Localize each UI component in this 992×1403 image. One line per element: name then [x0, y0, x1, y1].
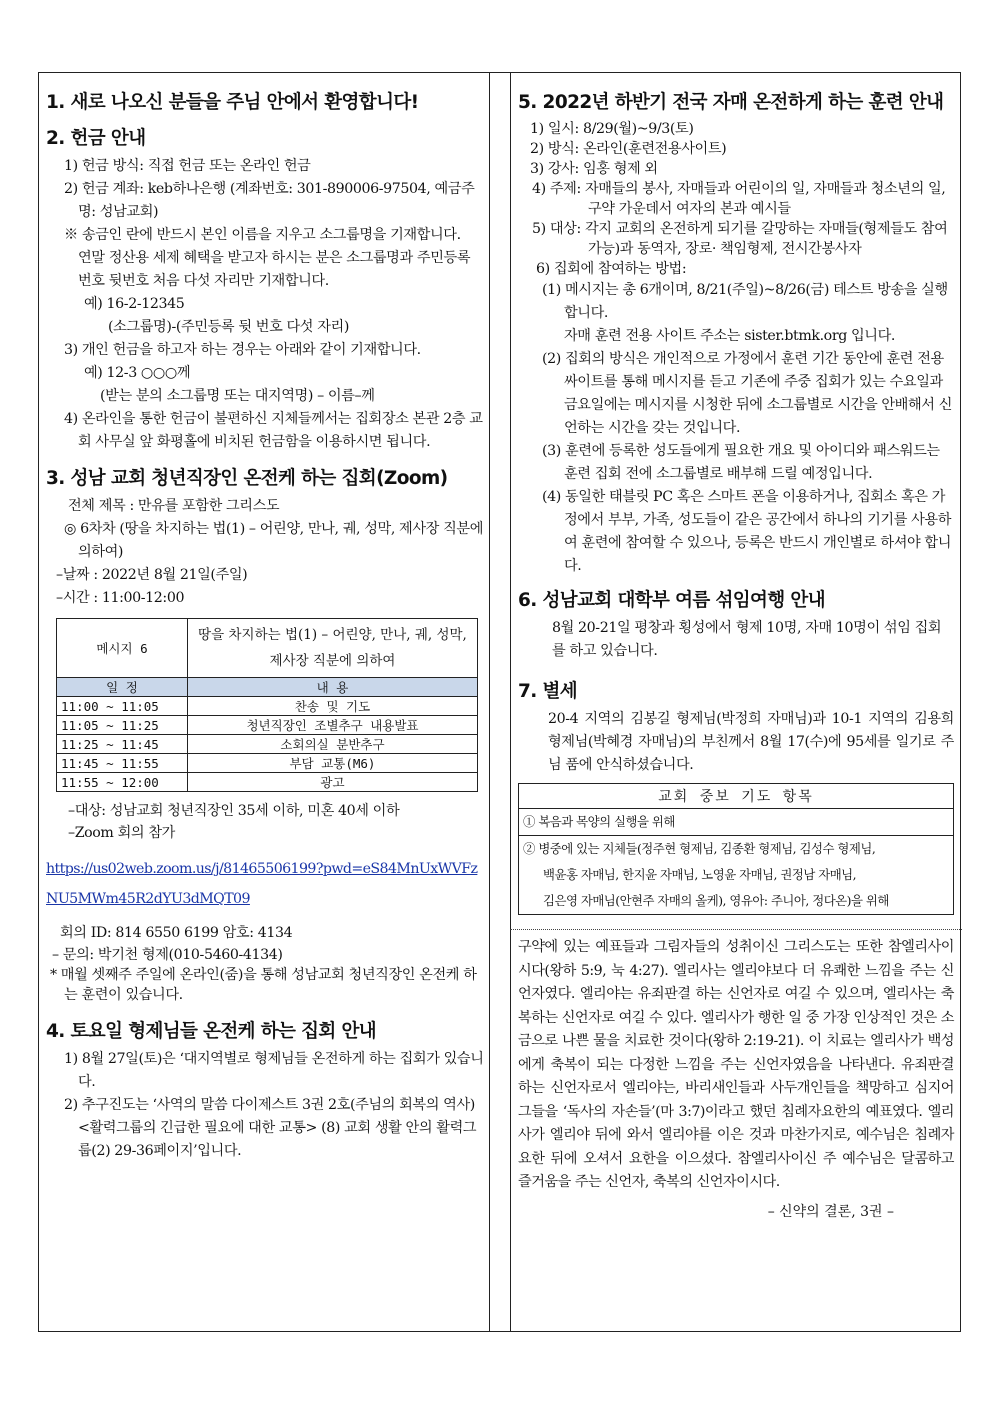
training-date: 1) 일시: 8/29(월)~9/3(토) — [530, 121, 694, 137]
training-method: 2) 방식: 온라인(훈련전용사이트) — [530, 141, 727, 157]
row-time: 11:25 ~ 11:45 — [57, 735, 188, 754]
dotted-divider — [510, 929, 962, 930]
column-divider — [510, 72, 511, 1332]
example-1-desc: (소그룹명)-(주민등록 뒷 번호 다섯 자리) — [108, 319, 349, 335]
row-time: 11:55 ~ 12:00 — [57, 773, 188, 792]
monthly-note: * 매월 셋째주 주일에 온라인(줌)을 통해 성남교회 청년직장인 온전케 하는 훈련이 있습니다. — [50, 967, 477, 1003]
method-1-site: 자매 훈련 전용 사이트 주소는 sister.btmk.org 입니다. — [564, 328, 896, 344]
meeting-date: –날짜 : 2022년 8월 21일(주일) — [56, 567, 248, 583]
training-target: 5) 대상: 각지 교회의 온전하게 되기를 갈망하는 자매들(형제들도 참여 가능)과 동역자, 장로· 책임형제, 전시간봉사자 — [532, 221, 948, 257]
obituary-text: 20-4 지역의 김봉길 형제님(박정희 자매님)과 10-1 지역의 김용희 형제님(박혜경 자매님)의 부친께서 8월 17(수)에 95세를 일기로 주님 품에 안식하셨습니다. — [548, 711, 954, 773]
row-time: 11:45 ~ 11:55 — [57, 754, 188, 773]
table-row — [57, 735, 478, 754]
prayer-item-2-cont: 백윤홍 자매님, 한지윤 자매님, 노영윤 자매님, 권정남 자매님, — [543, 867, 857, 882]
method-2: (2) 집회의 방식은 개인적으로 가정에서 훈련 기간 동안에 훈련 전용 싸이트를 통해 메시지를 듣고 기존에 주중 집회가 있는 수요일과 금요일에는 메시지를 시청한 뒤에 소그룹별로 시간을 안배해서 신언하는 시간을 갖는 것입니다. — [542, 351, 953, 436]
table-row — [57, 754, 478, 773]
section-5-title: 5. 2022년 하반기 전국 자매 온전하게 하는 훈련 안내 — [518, 92, 944, 113]
table-row — [57, 697, 478, 716]
prayer-item-1: ① 복음과 목양의 실행을 위해 — [519, 809, 953, 836]
remitter-note: ※ 송금인 란에 반드시 본인 이름을 지우고 소그룹명을 기재합니다. — [64, 227, 461, 243]
meeting-theme: 전체 제목 : 만유를 포함한 그리스도 — [68, 498, 280, 514]
example-2: 예) 12-3 ○○○께 — [84, 365, 191, 381]
section-3-title: 3. 성남 교회 청년직장인 온전케 하는 집회(Zoom) — [46, 468, 448, 489]
method-1: (1) 메시지는 총 6개이며, 8/21(주일)~8/26(금) 테스트 방송을 실행합니다. — [542, 282, 948, 321]
section-7-title: 7. 별세 — [518, 681, 578, 702]
method-4: (4) 동일한 태블릿 PC 혹은 스마트 폰을 이용하거나, 집회소 혹은 가정에서 부부, 가족, 성도들이 같은 공간에서 하나의 기기를 사용하여 훈련에 참여할 수 있으나, 등록은 반드시 개인별로 하셔야 합니다. — [542, 489, 952, 574]
row-time: 11:00 ~ 11:05 — [57, 697, 188, 716]
example-1: 예) 16-2-12345 — [84, 296, 185, 312]
essay-source: – 신약의 결론, 3권 – — [767, 1203, 894, 1220]
saturday-meeting: 1) 8월 27일(토)은 ‘대지역별로 형제님들 온전하게 하는 집회가 있습니다. — [64, 1051, 484, 1090]
section-4-title: 4. 토요일 형제님들 온전케 하는 집회 안내 — [46, 1021, 377, 1042]
prayer-item-2-cont: 김은영 자매님(안현주 자매의 올케), 영유아: 주니아, 정다온)을 위해 — [543, 893, 889, 908]
offering-account: 2) 헌금 계좌: keb하나은행 (계좌번호: 301-890006-97504, 예금주명: 성남교회) — [64, 181, 475, 220]
contact-info: – 문의: 박기천 형제(010-5460-4134) — [52, 947, 283, 963]
trip-info: 8월 20-21일 평창과 횡성에서 형제 10명, 자매 10명이 섞임 집회를 하고 있습니다. — [552, 620, 942, 659]
section-1-title: 1. 새로 나오신 분들을 주님 안에서 환영합니다! — [46, 92, 419, 113]
row-time: 11:05 ~ 11:25 — [57, 716, 188, 735]
session-info: ◎ 6차차 (땅을 차지하는 법(1) – 어린양, 만나, 궤, 성막, 제사장 직분에 의하여) — [64, 521, 483, 560]
section-6-title: 6. 성남교회 대학부 여름 섞임여행 안내 — [518, 590, 825, 611]
training-speaker: 3) 강사: 임홍 형제 외 — [530, 161, 658, 177]
right-column — [518, 82, 954, 1221]
method-3: (3) 훈련에 등록한 성도들에게 필요한 개요 및 아이디와 패스워드는 훈련 집회 전에 소그룹별로 배부해 드릴 예정입니다. — [542, 443, 940, 482]
meeting-id: 회의 ID: 814 6550 6199 암호: 4134 — [60, 925, 293, 941]
column-header-schedule: 일 정 — [57, 678, 188, 697]
row-content: 광고 — [188, 773, 478, 792]
message-title: 땅을 차지하는 법(1) – 어린양, 만나, 궤, 성막, 제사장 직분에 의하여 — [188, 619, 478, 678]
meeting-time: –시간 : 11:00-12:00 — [56, 590, 185, 606]
training-topic: 4) 주제: 자매들의 봉사, 자매들과 어린이의 일, 자매들과 청소년의 일, 구약 가운데서 여자의 본과 예시들 — [532, 181, 946, 217]
row-content: 부담 교통(M6) — [188, 754, 478, 773]
prayer-item-2: ② 병중에 있는 지체들(정주현 형제님, 김종환 형제님, 김성수 형제님, — [523, 841, 876, 856]
example-2-desc: (받는 분의 소그룹명 또는 대지역명) – 이름–께 — [100, 388, 375, 404]
left-column — [46, 82, 484, 1163]
personal-offering: 3) 개인 헌금을 하고자 하는 경우는 아래와 같이 기재합니다. — [64, 342, 421, 358]
schedule-table — [56, 618, 478, 792]
prayer-title: 교회 중보 기도 항목 — [519, 784, 953, 809]
prayer-box — [518, 783, 954, 915]
study-progress: 2) 추구진도는 ‘사역의 말씀 다이제스트 3권 2호(주님의 회복의 역사) <활력그룹의 긴급한 필요에 대한 교통> (8) 교회 생활 안의 활력그룹(2) 29-36페이지’입니다. — [64, 1097, 477, 1159]
table-row — [57, 716, 478, 735]
offering-box-note: 4) 온라인을 통한 헌금이 불편하신 지체들께서는 집회장소 본관 2층 교회 사무실 앞 화평홀에 비치된 헌금함을 이용하시면 됩니다. — [64, 411, 483, 450]
message-label: 메시지 6 — [57, 619, 188, 678]
how-to-join: 6) 집회에 참여하는 방법: — [536, 261, 687, 277]
tax-note: 연말 정산용 세제 혜택을 받고자 하시는 분은 소그룹명과 주민등록 번호 뒷번호 처음 다섯 자리만 기재합니다. — [78, 250, 471, 289]
table-row — [57, 773, 478, 792]
essay-text: 구약에 있는 예표들과 그림자들의 성취이신 그리스도는 또한 참엘리사이시다(왕하 5:9, 눅 4:27). 엘리사는 엘리야보다 더 유쾌한 느낌을 주는 신언자였다. 엘리야는 유죄판결 하는 신언자로 여길 수 있으며, 엘리사는 축복하는 신언자로 여길 수 있다. 엘리사가 행한 일 중 가장 인상적인 것은 소금으로 나쁜 물을 치료한 것이다(왕하 2:19-21). 이 치료는 엘리사가 백성에게 축복이 되는 다정한 느낌을 주는 신언자였음을 나타낸다. 유죄판결 하는 신언자로서 엘리야는, 바리새인들과 사두개인들을 책망하고 심지어 그들을 ‘독사의 자손들’(마 3:7)이라고 했던 침례자요한의 예표였다. 엘리사가 엘리야 뒤에 와서 엘리야를 이은 것과 마찬가지로, 예수님은 침례자 요한 뒤에 오셔서 요한을 이으셨다. 참엘리사이신 주 예수님은 달콤하고 즐거움을 주는 신언자, 축복의 신언자이시다. — [518, 939, 954, 1190]
zoom-link[interactable]: https://us02web.zoom.us/j/81465506199?pwd=eS84MnUxWVFzNU5MWm45R2dYU3dMQT09 — [46, 861, 478, 907]
row-content: 소회의실 분반추구 — [188, 735, 478, 754]
column-header-content: 내 용 — [188, 678, 478, 697]
target-audience: –대상: 성남교회 청년직장인 35세 이하, 미혼 40세 이하 — [68, 803, 400, 819]
section-2-title: 2. 헌금 안내 — [46, 128, 146, 149]
offering-method: 1) 헌금 방식: 직접 헌금 또는 온라인 헌금 — [64, 158, 311, 174]
row-content: 찬송 및 기도 — [188, 697, 478, 716]
zoom-join: –Zoom 회의 참가 — [68, 825, 175, 841]
column-divider — [489, 72, 490, 1332]
row-content: 청년직장인 조별추구 내용발표 — [188, 716, 478, 735]
